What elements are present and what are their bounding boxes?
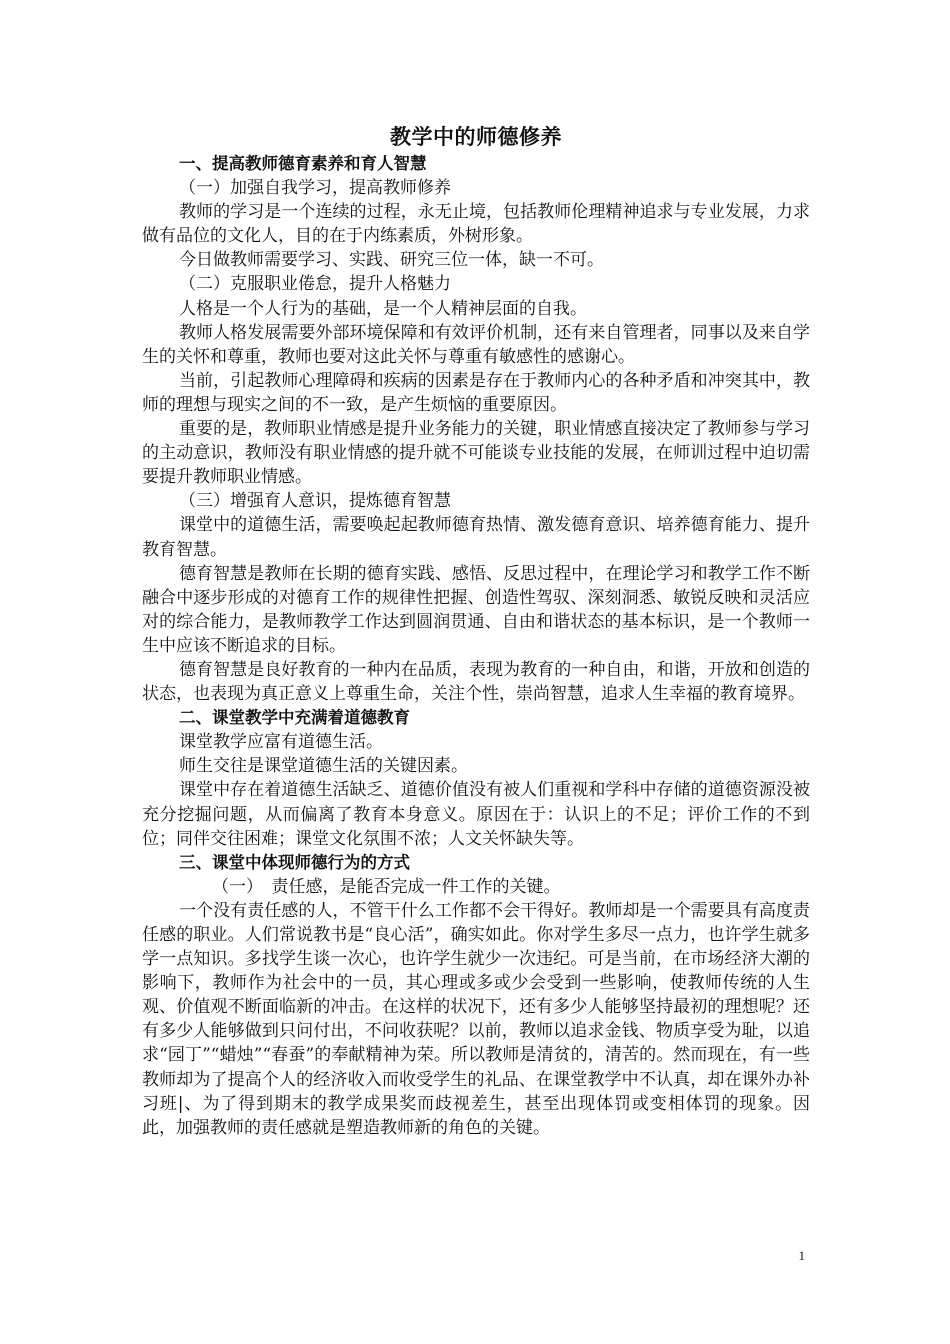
document-page [142, 122, 810, 1140]
paragraph: 课堂教学应富有道德生活。 [179, 732, 383, 753]
subsection-heading: （二）克服职业倦怠，提升人格魅力 [179, 274, 451, 295]
paragraph: 教师的学习是一个连续的过程，永无止境，包括教师伦理精神追求与专业发展，力求做有品位的文化人，目的在于内练素质，外树形象。 [142, 202, 810, 247]
subsection-heading: （一）加强自我学习，提高教师修养 [179, 178, 451, 199]
paragraph: 课堂中存在着道德生活缺乏、道德价值没有被人们重视和学科中存储的道德资源没被充分挖掘问题，从而偏离了教育本身意义。原因在于：认识上的不足；评价工作的不到位；同伴交往困难；课堂文化氛围不浓；人文关怀缺失等。 [142, 780, 810, 849]
subsection-heading: （一） 责任感，是能否完成一件工作的关键。 [212, 876, 561, 897]
paragraph: 德育智慧是良好教育的一种内在品质，表现为教育的一种自由，和谐，开放和创造的状态，也表现为真正意义上尊重生命，关注个性，崇尚智慧，追求人生幸福的教育境界。 [142, 659, 810, 705]
paragraph: 师生交往是课堂道德生活的关键因素。 [179, 756, 468, 777]
section-heading: 一、提高教师德育素养和育人智慧 [179, 154, 427, 173]
paragraph: 重要的是，教师职业情感是提升业务能力的关键，职业情感直接决定了教师参与学习的主动意识，教师没有职业情感的提升就不可能谈专业技能的发展，在师训过程中迫切需要提升教师职业情感。 [142, 419, 810, 488]
paragraph: 今日做教师需要学习、实践、研究三位一体，缺一不可。 [179, 250, 604, 271]
paragraph: 教师人格发展需要外部环境保障和有效评价机制，还有来自管理者，同事以及来自学生的关怀和尊重，教师也要对这此关怀与尊重有敏感性的感谢心。 [142, 322, 810, 367]
paragraph: 人格是一个人行为的基础，是一个人精神层面的自我。 [179, 298, 587, 319]
paragraph: 一个没有责任感的人，不管干什么工作都不会干得好。教师却是一个需要具有高度责任感的职业。人们常说教书是“良心活”，确实如此。你对学生多尽一点力，也许学生就多学一点知识。多找学生谈一次心，也许学生就少一次违纪。可是当前，在市场经济大潮的影响下，教师作为社会中的一员，其心理或多或少会受到一些影响，使教师传统的人生观、价值观不断面临新的冲击。在这样的状况下，还有多少人能够坚持最初的理想呢？还有多少人能够做到只问付出，不问收获呢？以前，教师以追求金钱、物质享受为耻，以追求“园丁”“蜡烛”“春蚕”的奉献精神为荣。所以教师是清贫的，清苦的。然而现在，有一些教师却为了提高个人的经济收入而收受学生的礼品、在课堂教学中不认真，却在课外办补习班|、为了得到期末的教学成果奖而歧视差生，甚至出现体罚或变相体罚的现象。因此，加强教师的责任感就是塑造教师新的角色的关键。 [142, 900, 810, 1138]
document-body [142, 152, 810, 1140]
section-heading: 二、课堂教学中充满着道德教育 [179, 708, 410, 728]
subsection-heading: （三）增强育人意识，提炼德育智慧 [179, 491, 451, 512]
paragraph: 德育智慧是教师在长期的德育实践、感悟、反思过程中，在理论学习和教学工作不断融合中逐步形成的对德育工作的规律性把握、创造性驾驭、深刻洞悉、敏锐反映和灵活应对的综合能力，是教师教学工作达到圆润贯通、自由和谐状态的基本标识，是一个教师一生中应该不断追求的目标。 [142, 563, 810, 656]
page-number: 1 [798, 1248, 805, 1263]
section-heading: 三、课堂中体现师德行为的方式 [179, 852, 410, 872]
paragraph: 当前，引起教师心理障碍和疾病的因素是存在于教师内心的各种矛盾和冲突其中，教师的理想与现实之间的不一致，是产生烦恼的重要原因。 [142, 370, 810, 415]
paragraph: 课堂中的道德生活，需要唤起起教师德育热情、激发德育意识、培养德育能力、提升教育智慧。 [142, 515, 810, 560]
document-title: 教学中的师德修养 [390, 124, 562, 149]
